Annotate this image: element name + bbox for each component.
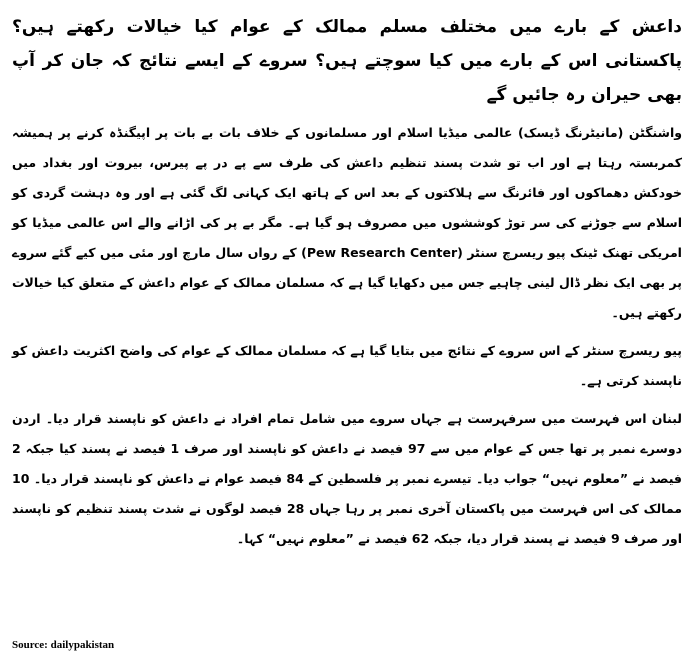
source-credit: Source: dailypakistan <box>12 639 115 651</box>
article-headline: داعش کے بارے میں مختلف مسلم ممالک کے عوام کیا خیالات رکھتے ہیں؟ پاکستانی اس کے بارے میں کیا سوچتے ہیں؟ سروے کے ایسے نتائج کہ جان کر آپ بھی حیران رہ جائیں گے <box>12 17 682 105</box>
article-paragraph: پیو ریسرچ سنٹر کے اس سروے کے نتائج میں بتایا گیا ہے کہ مسلمان ممالک کے عوام کی واضح اکثریت داعش کو ناپسند کرتی ہے۔ <box>12 343 682 388</box>
article <box>12 10 682 655</box>
article-paragraph: واشنگٹن (مانیٹرنگ ڈیسک) عالمی میڈیا اسلام اور مسلمانوں کے خلاف بات بے بات پر اپیگنڈہ کرنے پر ہمیشہ کمربستہ رہتا ہے اور اب تو شدت پسند تنظیم داعش کی طرف سے پے در پے پیرس، بیروت اور بغداد میں خودکش دھماکوں اور فائرنگ سے ہلاکتوں کے بعد اس کے ہاتھ ایک کہانی لگ گئی ہے اور وہ دہشت گردی کو اسلام سے جوڑنے کی سر توڑ کوششوں میں مصروف ہو گیا ہے۔ مگر بے پر کی اڑانے والے اس عالمی میڈیا کو امریکی تھنک ٹینک پیو ریسرچ سنٹر (Pew Research Center) کے رواں سال مارچ اور مئی میں کیے گئے سروے پر بھی ایک نظر ڈال لینی چاہیے جس میں دکھایا گیا ہے کہ مسلمان ممالک کے عوام داعش کے متعلق کیا خیالات رکھتے ہیں۔ <box>12 125 682 320</box>
article-paragraph: لبنان اس فہرست میں سرفہرست ہے جہاں سروے میں شامل تمام افراد نے داعش کو ناپسند قرار دیا۔ اردن دوسرے نمبر پر تھا جس کے عوام میں سے 97 فیصد نے داعش کو ناپسند اور صرف 1 فیصد نے پسند کیا جبکہ 2 فیصد نے ”معلوم نہیں“ جواب دیا۔ تیسرے نمبر پر فلسطین کے 84 فیصد عوام نے داعش کو ناپسند قرار دیا۔ 10 ممالک کی اس فہرست میں پاکستان آخری نمبر پر رہا جہاں 28 فیصد لوگوں نے شدت پسند تنظیم کو ناپسند اور صرف 9 فیصد نے پسند قرار دیا، جبکہ 62 فیصد نے ”معلوم نہیں“ کہا۔ <box>12 411 683 546</box>
